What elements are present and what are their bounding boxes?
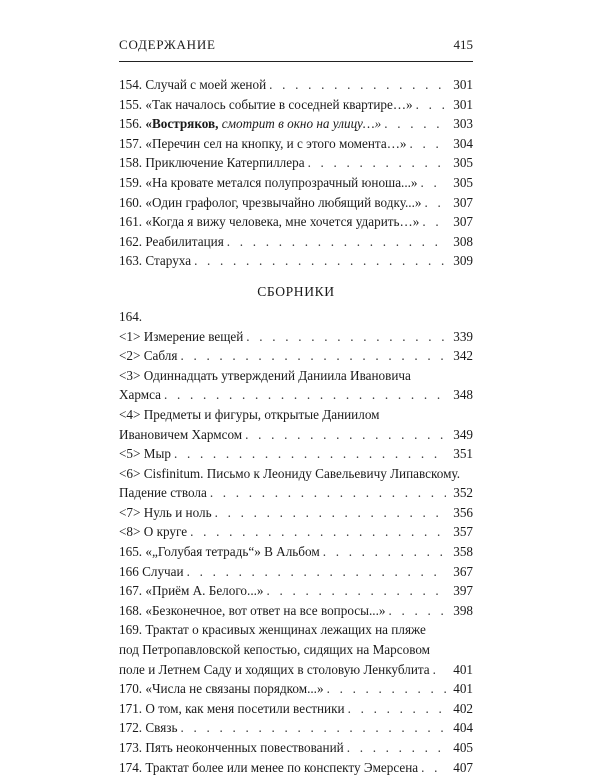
toc-entry[interactable]: <2> Сабля . . . 342	[119, 346, 473, 366]
leader-dots	[388, 601, 446, 621]
entry-page: 305	[453, 155, 473, 171]
toc-entry[interactable]: <5> Мыр . . . 351	[119, 444, 473, 464]
entry-page: 352	[453, 485, 473, 501]
leader-dots	[347, 738, 446, 758]
header-title: СОДЕРЖАНИЕ	[119, 37, 216, 52]
entry-page: 405	[453, 740, 473, 755]
entry-page: 349	[453, 426, 473, 442]
leader-dots	[245, 425, 446, 445]
entry-page: 301	[453, 77, 473, 92]
leader-dots	[422, 212, 446, 232]
toc-entry[interactable]: 160. «Один графолог, чрезвычайно любящий водку...» . . . 307	[119, 193, 473, 213]
entry-page: 307	[453, 214, 473, 230]
toc-entry[interactable]: <1> Измерение вещей . . . 339	[119, 327, 473, 347]
leader-dots	[174, 444, 446, 464]
entry-page: 305	[453, 174, 473, 190]
table-of-contents	[119, 75, 473, 777]
toc-entry[interactable]: 157. «Перечин сел на кнопку, и с этого момента…» . . . 304	[119, 134, 473, 154]
toc-entry[interactable]: <6> Cisfinitum. Письмо к Леониду Савельевичу Липавскому. Падение ствола . . . 352	[119, 464, 473, 503]
toc-entry[interactable]: 163. Старуха . . . 309	[119, 251, 473, 271]
toc-entry[interactable]: 162. Реабилитация . . . 308	[119, 232, 473, 252]
toc-entry[interactable]: <3> Одиннадцать утверждений Даниила Ивановича Хармса . . . 348	[119, 366, 473, 405]
toc-entry[interactable]: <7> Нуль и ноль . . . 356	[119, 503, 473, 523]
header-page-number: 415	[453, 37, 473, 52]
entry-page: 397	[453, 583, 473, 599]
toc-entry[interactable]: 155. «Так началось событие в соседней квартире…» . . . 301	[119, 95, 473, 115]
leader-dots	[269, 75, 446, 95]
leader-dots	[421, 758, 446, 777]
entry-page: 301	[453, 96, 473, 112]
toc-entry[interactable]: 154. Случай с моей женой . . . 301	[119, 75, 473, 95]
leader-dots	[421, 173, 446, 193]
entry-page: 398	[453, 602, 473, 618]
entry-page: 303	[453, 116, 473, 132]
toc-entry[interactable]: 156. «Востряков, смотрит в окно на улицу…» . . . 303	[119, 114, 473, 134]
leader-dots	[194, 251, 446, 271]
leader-dots	[246, 327, 446, 347]
leader-dots	[187, 562, 446, 582]
entry-page: 358	[453, 544, 473, 560]
leader-dots	[409, 134, 446, 154]
leader-dots	[227, 232, 446, 252]
entry-page: 401	[453, 681, 473, 697]
entry-page: 309	[453, 253, 473, 269]
leader-dots	[433, 660, 446, 680]
leader-dots	[180, 346, 446, 366]
toc-entry[interactable]: 165. «„Голубая тетрадь“» В Альбом . . . 358	[119, 542, 473, 562]
entry-page: 357	[453, 524, 473, 540]
leader-dots	[424, 193, 446, 213]
entry-page: 307	[453, 194, 473, 210]
leader-dots	[181, 718, 446, 738]
toc-entry[interactable]: 161. «Когда я вижу человека, мне хочется ударить…» . . . 307	[119, 212, 473, 232]
leader-dots	[164, 385, 446, 405]
entry-page: 304	[453, 135, 473, 151]
leader-dots	[215, 503, 446, 523]
entry-page: 367	[453, 563, 473, 579]
running-header	[119, 37, 473, 57]
entry-bold-name: «Востряков,	[145, 116, 219, 132]
entry-italic-text: смотрит в окно на улицу…»	[218, 116, 382, 132]
toc-entry[interactable]: 171. О том, как меня посетили вестники . . . 402	[119, 699, 473, 719]
toc-entry[interactable]: 174. Трактат более или менее по конспекту Эмерсена . . . 407	[119, 758, 473, 777]
entry-page: 351	[453, 446, 473, 462]
toc-entry[interactable]: 167. «Приём А. Белого...» . . . 397	[119, 581, 473, 601]
entry-page: 342	[453, 348, 473, 364]
leader-dots	[267, 581, 446, 601]
toc-entry[interactable]: 158. Приключение Катерпиллера . . . 305	[119, 153, 473, 173]
entry-page: 407	[453, 759, 473, 775]
leader-dots	[210, 483, 446, 503]
leader-dots	[190, 522, 446, 542]
leader-dots	[323, 542, 446, 562]
leader-dots	[308, 153, 446, 173]
leader-dots	[327, 679, 446, 699]
toc-entry[interactable]: 169. Трактат о красивых женщинах лежащих на пляже под Петропавловской кепостью, сидящих на Марсовом поле и Летнем Саду и ходящих в столовую Ленкублита . . . 401	[119, 620, 473, 679]
toc-entry[interactable]: 159. «На кровате метался полупрозрачный юноша...» . . . 305	[119, 173, 473, 193]
leader-dots	[384, 114, 446, 134]
toc-entry-number: 164.	[119, 308, 143, 324]
toc-entry[interactable]: 172. Связь . . . 404	[119, 718, 473, 738]
entry-page: 356	[453, 504, 473, 520]
toc-entry[interactable]: 168. «Безконечное, вот ответ на все вопросы...» . . . 398	[119, 601, 473, 621]
entry-page: 348	[453, 387, 473, 403]
leader-dots	[348, 699, 446, 719]
toc-entry[interactable]: <4> Предметы и фигуры, открытые Даниилом Ивановичем Хармсом . . . 349	[119, 405, 473, 444]
entry-page: 402	[453, 700, 473, 716]
section-heading: СБОРНИКИ	[257, 283, 335, 299]
entry-page: 401	[453, 661, 473, 677]
entry-page: 404	[453, 720, 473, 736]
toc-entry[interactable]: 173. Пять неоконченных повествований . . . 405	[119, 738, 473, 758]
leader-dots	[416, 95, 446, 115]
toc-entry[interactable]: 170. «Числа не связаны порядком...» . . . 401	[119, 679, 473, 699]
entry-page: 339	[453, 328, 473, 344]
toc-entry[interactable]: 166 Случаи . . . 367	[119, 562, 473, 582]
toc-entry[interactable]: <8> О круге . . . 357	[119, 522, 473, 542]
entry-page: 308	[453, 233, 473, 249]
header-rule	[119, 61, 473, 62]
